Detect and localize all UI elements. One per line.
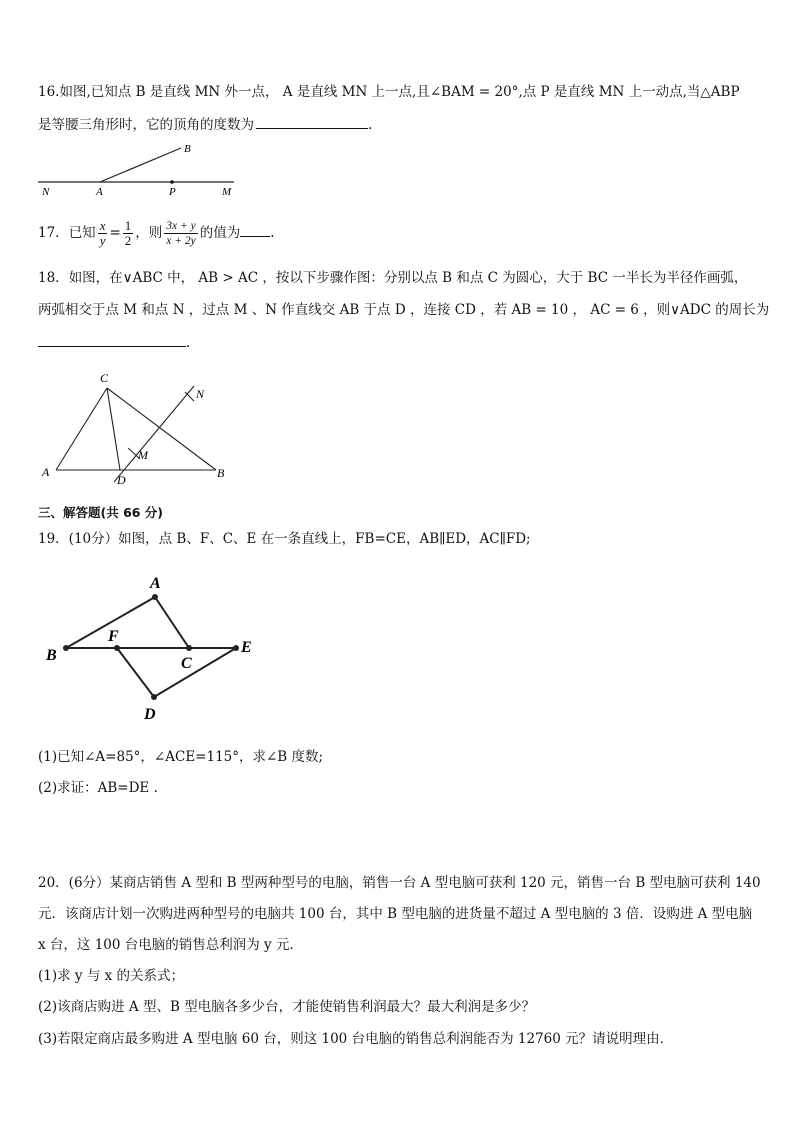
q20-sub2: (2)该商店购进 A 型、B 型电脑各多少台，才能使销售利润最大？最大利润是多少？: [38, 999, 536, 1015]
q17-number: 17．: [38, 225, 69, 241]
fraction-expression: [164, 219, 197, 248]
q19-line: 19．(10分）如图，点 B、F、C、E 在一条直线上，FB=CE，AB∥ED，AC∥FD;: [38, 531, 531, 547]
frac2-numerator: 1: [124, 218, 132, 233]
q19-sub1: (1)已知∠A=85°，∠ACE=115°，求∠B 度数;: [38, 749, 324, 765]
q18-answer-blank: [38, 332, 186, 347]
q16-period: .: [368, 117, 373, 133]
q18-text-1: 如图，在∨ABC 中， AB > AC ，按以下步骤作图：分别以点 B 和点 C 为圆心，大于 BC 一半长为半径作画弧，: [68, 270, 748, 286]
q17-line: [38, 218, 275, 248]
point-a: [152, 594, 158, 600]
q17-pre: 已知: [68, 225, 96, 241]
point-e: [233, 645, 239, 651]
frac3-denominator: x + 2y: [166, 235, 196, 247]
q16-text-1: 如图,已知点 B 是直线 MN 外一点， A 是直线 MN 上一点,且∠BAM = 20°,点 P 是直线 MN 上一动点,当△ABP: [59, 84, 740, 100]
label-c: C: [181, 655, 192, 672]
q17-answer-blank: [240, 222, 270, 237]
segment-fd: [117, 648, 154, 697]
label-b: B: [46, 647, 57, 664]
label-a: A: [150, 575, 161, 592]
q20-line2: 元．该商店计划一次购进两种型号的电脑共 100 台，其中 B 型电脑的进货量不超过 A 型电脑的 3 倍．设购进 A 型电脑: [38, 906, 753, 922]
segment-ac: [155, 597, 189, 648]
q18-line3: [38, 332, 190, 353]
label-a: A: [96, 186, 103, 198]
q18-line2: [38, 300, 769, 320]
label-n: N: [42, 186, 50, 198]
fraction-one-half: [123, 219, 134, 248]
side-ac: [56, 388, 107, 470]
label-m: M: [138, 448, 148, 462]
q19-sub2: (2)求证：AB=DE .: [38, 780, 158, 796]
frac1-numerator: x: [99, 218, 106, 233]
label-m: M: [222, 186, 232, 198]
arc-mark-n: [185, 392, 194, 401]
q18-line1: [38, 268, 747, 288]
q16-answer-blank: [256, 114, 368, 129]
q16-line2: [38, 114, 372, 135]
fraction-x-over-y: [98, 219, 108, 248]
label-b: B: [217, 466, 225, 480]
segment-de: [154, 648, 236, 697]
q16-text-2: 是等腰三角形时，它的顶角的度数为: [38, 117, 254, 133]
q17-period: .: [270, 225, 275, 241]
q17-mid: ，则: [135, 225, 163, 241]
label-e: E: [241, 639, 252, 656]
line-mn: [114, 386, 194, 482]
section-title: 三、解答题(共 66 分): [38, 505, 164, 520]
label-n: N: [196, 387, 205, 401]
frac3-numerator: 3x + y: [166, 220, 196, 232]
frac2-denominator: 2: [124, 233, 132, 248]
ray-ab: [100, 148, 181, 182]
q20-sub1: (1)求 y 与 x 的关系式；: [38, 968, 185, 984]
point-p: [170, 180, 174, 184]
label-b: B: [184, 143, 191, 155]
q20-sub3: (3)若限定商店最多购进 A 型电脑 60 台，则这 100 台电脑的销售总利润能否为 12760 元？请说明理由．: [38, 1031, 674, 1047]
label-a: A: [42, 465, 50, 479]
q16-line1: [38, 82, 740, 102]
label-d: D: [117, 473, 126, 487]
point-f: [114, 645, 120, 651]
label-p: P: [169, 186, 176, 198]
point-d: [151, 694, 157, 700]
frac1-denominator: y: [99, 233, 106, 248]
label-f: F: [108, 628, 119, 645]
equals-sign: =: [109, 225, 121, 241]
label-c: C: [100, 371, 109, 385]
q17-post: 的值为: [199, 225, 241, 241]
label-d: D: [144, 706, 156, 723]
q20-line1: 20．(6分）某商店销售 A 型和 B 型两种型号的电脑，销售一台 A 型电脑可获利 120 元，销售一台 B 型电脑可获利 140: [38, 875, 761, 891]
q18-period: .: [186, 335, 191, 351]
q18-text-2: 两弧相交于点 M 和点 N ，过点 M 、N 作直线交 AB 于点 D ，连接 CD ，若 AB = 10 ， AC = 6 ，则∨ADC 的周长为: [38, 302, 770, 318]
q18-figure: [40, 370, 240, 490]
segment-cd: [107, 388, 120, 470]
point-c: [186, 645, 192, 651]
q19-figure: [40, 568, 270, 728]
q18-number: 18．: [38, 270, 69, 286]
q16-figure: [38, 140, 248, 200]
point-b: [63, 645, 69, 651]
q20-line3: x 台，这 100 台电脑的销售总利润为 y 元．: [38, 937, 303, 953]
q16-number: 16.: [38, 84, 60, 100]
